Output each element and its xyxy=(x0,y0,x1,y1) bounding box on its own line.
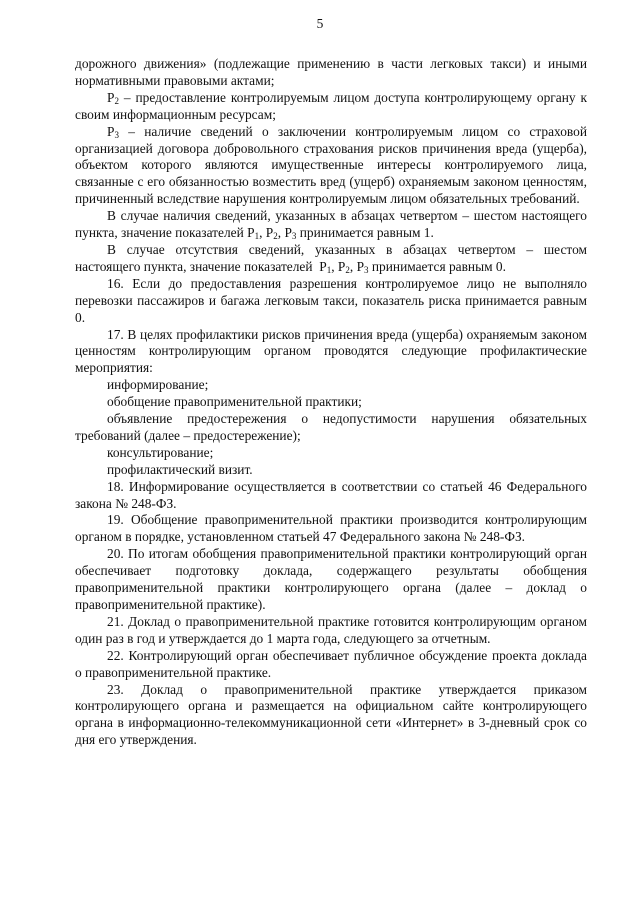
separator: , xyxy=(259,225,266,241)
paragraph-text: – наличие сведений о заключении контролируемым лицом со страховой организацией договора добровольного страхования рисков причинения вреда (ущерба), объектом которого являются имущественные интересы контролируемого лица, связанные с его обязанностью возместить вред (ущерб) охраняемым законом ценностям, причиненный вследствие нарушения контролируемым лицом обязательных требований. xyxy=(75,123,587,207)
list-item: объявление предостережения о недопустимости нарушения обязательных требований (далее – предостережение); xyxy=(75,411,587,443)
paragraph-21: 21. Доклад о правоприменительной практике готовится контролирующим органом один раз в год и утверждается до 1 марта года, следующего за отчетным. xyxy=(75,613,587,646)
symbol-p: Р xyxy=(107,123,115,139)
subscript-1: 1 xyxy=(326,264,332,275)
paragraph-p2 xyxy=(75,90,587,124)
symbol-p: Р xyxy=(247,225,255,241)
page-number: 5 xyxy=(316,16,324,31)
paragraph-continuation: дорожного движения» (подлежащие применению в части легковых такси) и иными нормативными правовыми актами; xyxy=(75,56,587,88)
paragraph-text: принимается равным 0. xyxy=(371,258,506,274)
paragraph-23: 23. Доклад о правоприменительной практике утверждается приказом контролирующего органа и размещается на официальном сайте контролирующего органа в информационно-телекоммуникационной сети «Интернет» в 3-дневный срок со дня его утверждения. xyxy=(75,681,587,748)
list-item: информирование; xyxy=(107,377,209,393)
list-item: обобщение правоприменительной практики; xyxy=(107,394,362,410)
symbol-p: Р xyxy=(107,89,115,105)
paragraph-text: принимается равным 1. xyxy=(299,225,434,241)
paragraph-text: В случае наличия сведений, указанных в абзацах четвертом – шестом настоящего пункта, значение показателей xyxy=(75,208,587,241)
list-item: консультирование; xyxy=(107,444,214,460)
symbol-p: Р xyxy=(337,258,346,274)
separator: , xyxy=(331,258,338,274)
separator: , xyxy=(349,258,357,274)
paragraph-p3 xyxy=(75,124,587,209)
paragraph-text: – предоставление контролируемым лицом доступа контролирующему органу к своим информационным ресурсам; xyxy=(75,89,587,122)
symbol-p: Р xyxy=(265,225,274,241)
paragraph-17: 17. В целях профилактики рисков причинения вреда (ущерба) охраняемым законом ценностям контролирующим органом проводятся следующие профилактические мероприятия: xyxy=(75,326,587,376)
paragraph-18: 18. Информирование осуществляется в соответствии со статьей 46 Федерального закона № 248-ФЗ. xyxy=(75,478,587,511)
list-item: профилактический визит. xyxy=(107,461,253,477)
symbol-p: Р xyxy=(356,258,365,274)
symbol-p: Р xyxy=(284,225,292,241)
paragraph-20: 20. По итогам обобщения правоприменительной практики контролирующий орган обеспечивает подготовку доклада, содержащего результаты обобщения правоприменительной практики контролирующего органа (далее – доклад о правоприменительной практике). xyxy=(75,546,587,612)
separator: , xyxy=(277,225,285,241)
subscript-3: 3 xyxy=(114,129,119,140)
document-body xyxy=(75,56,587,749)
paragraph-22: 22. Контролирующий орган обеспечивает публичное обсуждение проекта доклада о правоприменительной практике. xyxy=(75,647,587,680)
symbol-p: Р xyxy=(319,258,327,274)
paragraph-text: В случае отсутствия сведений, указанных в абзацах четвертом – шестом настоящего пункта, значение показателей xyxy=(75,241,587,274)
paragraph-19: 19. Обобщение правоприменительной практики производится контролирующим органом в порядке, установленном статьей 47 Федерального закона № 248-ФЗ. xyxy=(75,512,587,545)
subscript-1: 1 xyxy=(254,231,260,242)
paragraph-presence xyxy=(75,208,587,242)
subscript-3: 3 xyxy=(364,264,369,275)
paragraph-16: 16. Если до предоставления разрешения контролируемое лицо не выполняло перевозки пассажиров и багажа легковым такси, показатель риска принимается равным 0. xyxy=(75,275,587,325)
subscript-2: 2 xyxy=(114,95,119,106)
subscript-3: 3 xyxy=(291,231,297,242)
subscript-2: 2 xyxy=(273,231,278,242)
subscript-2: 2 xyxy=(345,264,350,275)
paragraph-absence xyxy=(75,242,587,276)
